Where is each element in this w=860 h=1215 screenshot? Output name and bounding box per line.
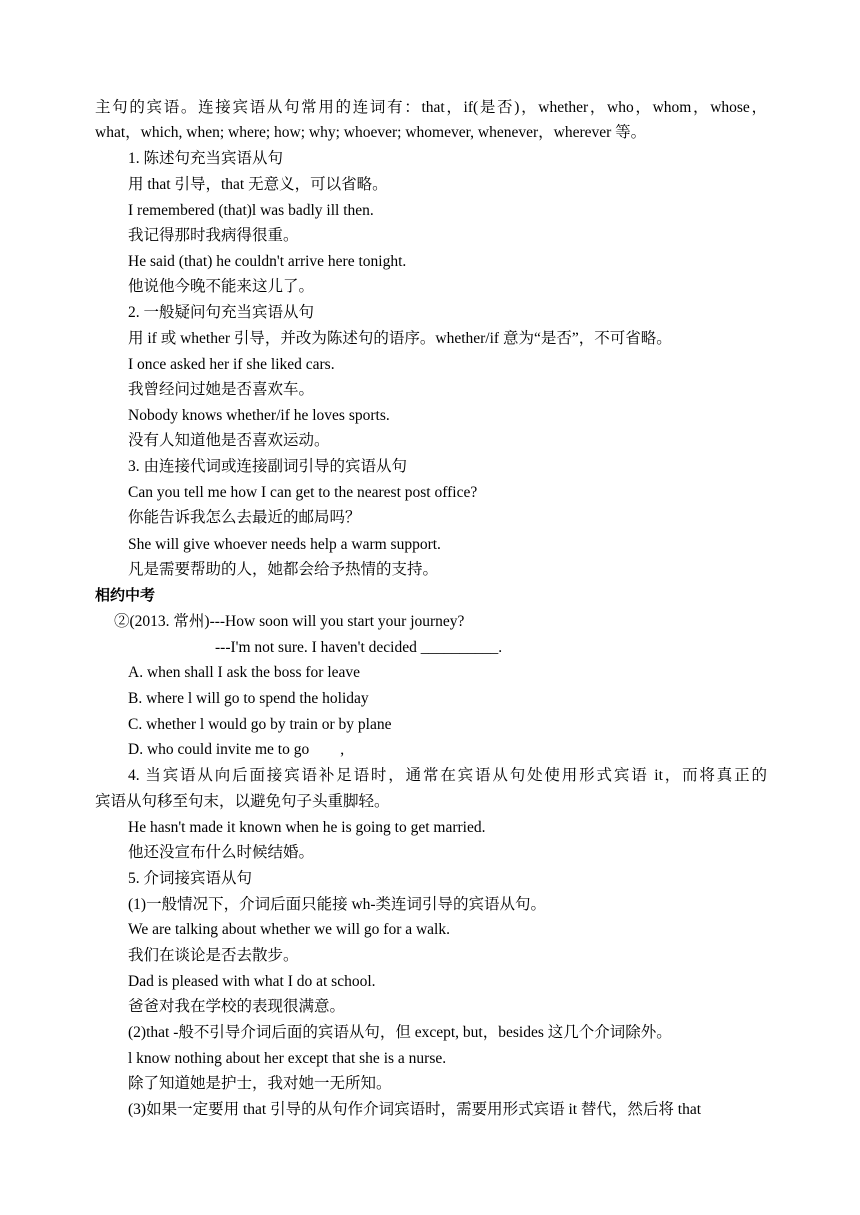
example-sentence: Dad is pleased with what I do at school. bbox=[128, 973, 376, 990]
example-translation: 我曾经问过她是否喜欢车。 bbox=[128, 381, 315, 398]
example-sentence: Can you tell me how I can get to the nearest post office? bbox=[128, 484, 478, 501]
exam-section-title: 相约中考 bbox=[95, 587, 156, 604]
example-translation: 你能告诉我怎么去最近的邮局吗？ bbox=[128, 509, 361, 526]
option-b: B. where l will go to spend the holiday bbox=[128, 690, 369, 707]
example-translation: 没有人知道他是否喜欢运动。 bbox=[128, 432, 330, 449]
section-2-heading: 2. 一般疑问句充当宾语从句 bbox=[128, 304, 315, 321]
section-4-line-2: 宾语从句移至句末，以避免句子头重脚轻。 bbox=[95, 793, 390, 810]
section-5-point-1: (1)一般情况下，介词后面只能接 wh-类连词引导的宾语从句。 bbox=[128, 896, 547, 913]
section-1-rule: 用 that 引导，that 无意义，可以省略。 bbox=[128, 176, 388, 193]
example-translation: 他还没宣布什么时候结婚。 bbox=[128, 844, 315, 861]
option-c: C. whether l would go by train or by plane bbox=[128, 716, 392, 733]
example-translation: 爸爸对我在学校的表现很满意。 bbox=[128, 998, 346, 1015]
example-translation: 凡是需要帮助的人，她都会给予热情的支持。 bbox=[128, 561, 439, 578]
option-a: A. when shall I ask the boss for leave bbox=[128, 664, 361, 681]
example-sentence: We are talking about whether we will go for a walk. bbox=[128, 921, 450, 938]
section-4-line-1: 4. 当宾语从向后面接宾语补足语时，通常在宾语从句处使用形式宾语 it，而将真正的 bbox=[128, 767, 767, 784]
example-sentence: He hasn't made it known when he is going to get married. bbox=[128, 819, 486, 836]
example-sentence: Nobody knows whether/if he loves sports. bbox=[128, 407, 390, 424]
example-sentence: He said (that) he couldn't arrive here tonight. bbox=[128, 253, 407, 270]
section-5-point-3: (3)如果一定要用 that 引导的从句作介词宾语时，需要用形式宾语 it 替代，然后将 that bbox=[128, 1101, 702, 1118]
intro-line-2: what，which, when; where; how; why; whoever; whomever, whenever，wherever 等。 bbox=[95, 124, 647, 141]
intro-line-1: 主句的宾语。连接宾语从句常用的连词有：that，if(是否)，whether，who，whom，whose， bbox=[95, 99, 767, 116]
section-3-heading: 3. 由连接代词或连接副词引导的宾语从句 bbox=[128, 458, 408, 475]
example-sentence: l know nothing about her except that she is a nurse. bbox=[128, 1050, 447, 1067]
section-1-heading: 1. 陈述句充当宾语从句 bbox=[128, 150, 284, 167]
example-sentence: I remembered (that)l was badly ill then. bbox=[128, 202, 374, 219]
question-stem: ②(2013. 常州)---How soon will you start your journey? bbox=[114, 613, 465, 630]
example-translation: 我们在谈论是否去散步。 bbox=[128, 947, 299, 964]
example-translation: 他说他今晚不能来这儿了。 bbox=[128, 278, 315, 295]
option-d: D. who could invite me to go , bbox=[128, 741, 345, 758]
example-sentence: She will give whoever needs help a warm support. bbox=[128, 536, 441, 553]
example-translation: 我记得那时我病得很重。 bbox=[128, 227, 299, 244]
section-5-point-2: (2)that -般不引导介词后面的宾语从句，但 except, but，besides 这几个介词除外。 bbox=[128, 1024, 672, 1041]
example-translation: 除了知道她是护士，我对她一无所知。 bbox=[128, 1075, 392, 1092]
example-sentence: I once asked her if she liked cars. bbox=[128, 356, 335, 373]
section-5-heading: 5. 介词接宾语从句 bbox=[128, 870, 253, 887]
section-2-rule: 用 if 或 whether 引导，并改为陈述句的语序。whether/if 意为“是否”，不可省略。 bbox=[128, 330, 672, 347]
question-reply: ---I'm not sure. I haven't decided __________. bbox=[215, 639, 503, 656]
